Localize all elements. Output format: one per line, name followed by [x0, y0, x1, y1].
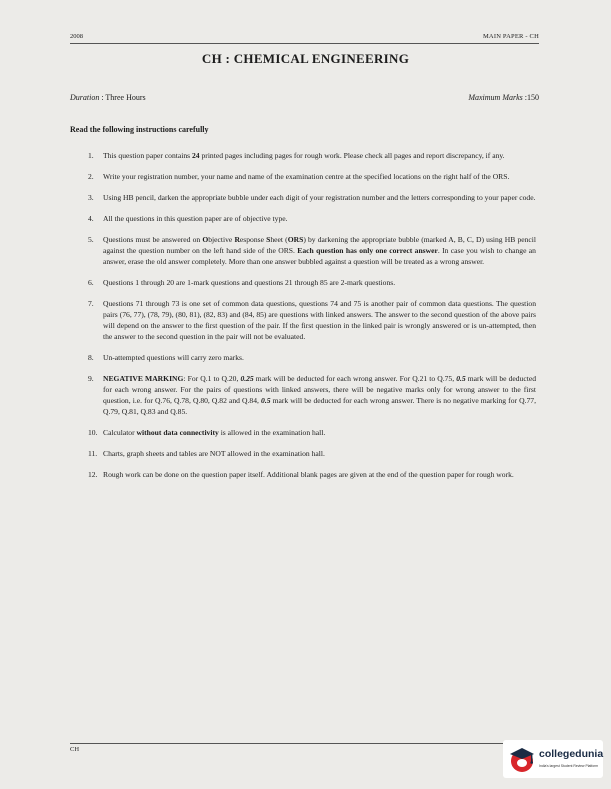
instruction-number: 9.: [88, 374, 94, 383]
instruction-text-run: Each question has only one correct answer: [297, 246, 438, 255]
header-year: 2008: [70, 33, 83, 40]
instruction-text-run: Write your registration number, your name and name of the examination centre at the specified locations on the right half of the ORS.: [103, 172, 510, 181]
instruction-item: [88, 277, 536, 288]
instruction-number: 11.: [88, 449, 98, 458]
instruction-text: [103, 298, 536, 342]
instruction-text-run: printed pages including pages for rough work. Please check all pages and report discrepancy, if any.: [199, 151, 505, 160]
instruction-text-run: 0.5: [456, 374, 466, 383]
max-marks-label: Maximum Marks: [468, 93, 523, 102]
instruction-text-run: This question paper contains: [103, 151, 192, 160]
instruction-text: [103, 373, 536, 417]
page-title: CH : CHEMICAL ENGINEERING: [201, 51, 410, 66]
instruction-text-run: O: [202, 235, 209, 244]
instructions-list: [88, 150, 536, 490]
instruction-text-run: 0.25: [240, 374, 254, 383]
instruction-text-run: mark will be deducted for each wrong answer. For Q.21 to Q.75,: [253, 374, 457, 383]
instruction-text-run: : For Q.1 to Q.20,: [183, 374, 241, 383]
instruction-text-run: esponse: [239, 235, 267, 244]
instruction-text: [103, 192, 536, 203]
watermark-tagline: India's largest Student Review Platform: [539, 764, 599, 768]
instruction-number: 12.: [88, 470, 98, 479]
instruction-text-run: Calculator: [103, 428, 137, 437]
collegedunia-watermark: [503, 740, 603, 778]
instruction-text-run: Charts, graph sheets and tables are NOT allowed in the examination hall.: [103, 449, 325, 458]
instruction-text: [103, 277, 536, 288]
instruction-text-run: Questions 71 through 73 is one set of common data questions, questions 74 and 75 is another pair of common data questions. The question pairs (76, 77), (78, 79), (80, 81), (82, 83) and (84, 85) are questions with linked answers. The answer to the second question of the above pairs will depend on the answer to the first question of the pair. If the first question in the linked pair is wrongly answered or is un-attempted, then the answer to the second question in the pair will not be evaluated.: [103, 299, 536, 341]
instruction-text-run: S: [266, 235, 271, 244]
instruction-text: [103, 171, 536, 182]
instruction-text-run: Questions must be answered on: [103, 235, 203, 244]
max-marks: [468, 93, 539, 102]
instruction-text-run: . In case you wish to change an answer, erase the old answer completely. More than one answer bubbled against a question will be treated as a wrong answer.: [103, 246, 536, 266]
instruction-text: [103, 352, 536, 363]
instruction-item: [88, 150, 536, 161]
instruction-number: 8.: [88, 353, 94, 362]
instruction-number: 10.: [88, 428, 98, 437]
instruction-text-run: 24: [192, 151, 200, 160]
instruction-text-run: All the questions in this question paper are of objective type.: [103, 214, 288, 223]
instruction-text-run: 0.5: [261, 396, 271, 405]
instruction-number: 2.: [88, 172, 94, 181]
instruction-item: [88, 352, 536, 363]
instruction-text-run: Rough work can be done on the question paper itself. Additional blank pages are given at the end of the question paper for rough work.: [103, 470, 514, 479]
instructions-heading: Read the following instructions carefully: [70, 125, 209, 134]
duration: [70, 93, 146, 102]
instruction-text-run: mark will be deducted for each wrong answer. There is no negative marking for Q.77, Q.79, Q.81, Q.83 and Q.85.: [103, 396, 536, 416]
instruction-number: 7.: [88, 299, 94, 308]
instruction-text-run: mark will be deducted for each wrong answer. For the pairs of questions with linked answers, there will be negative marks only for wrong answer to the first question, i.e. for Q.76, Q.78, Q.80, Q.82 and Q.84,: [103, 374, 536, 405]
instruction-number: 6.: [88, 278, 94, 287]
instruction-text: [103, 469, 536, 480]
instruction-text-run: heet (: [270, 235, 288, 244]
instruction-item: [88, 469, 536, 480]
instruction-item: [88, 427, 536, 438]
instruction-number: 4.: [88, 214, 94, 223]
instruction-item: [88, 234, 536, 267]
instruction-text-run: without data connectivity: [136, 428, 219, 437]
instruction-text-run: bjective: [208, 235, 235, 244]
duration-value: : Three Hours: [101, 93, 146, 102]
header-rule: [70, 43, 539, 44]
footer-rule: [70, 743, 539, 744]
instruction-text-run: NEGATIVE MARKING: [103, 374, 184, 383]
instruction-item: [88, 373, 536, 417]
instruction-item: [88, 192, 536, 203]
watermark-name: collegedunia: [539, 748, 604, 760]
instruction-item: [88, 213, 536, 224]
instruction-text-run: R: [234, 235, 240, 244]
instruction-text: [103, 427, 536, 438]
instruction-item: [88, 171, 536, 182]
instruction-number: 5.: [88, 235, 94, 244]
instruction-number: 1.: [88, 151, 94, 160]
instruction-text-run: ORS: [287, 235, 304, 244]
duration-label: Duration: [70, 93, 100, 102]
instruction-item: [88, 448, 536, 459]
instruction-text-run: Using HB pencil, darken the appropriate bubble under each digit of your registration number and the letters corresponding to your paper code.: [103, 193, 536, 202]
instruction-text: [103, 213, 536, 224]
instruction-text: [103, 150, 536, 161]
graduate-cap-logo-icon: [507, 744, 537, 774]
instruction-item: [88, 298, 536, 342]
instruction-text: [103, 448, 536, 459]
instruction-text-run: Questions 1 through 20 are 1-mark questions and questions 21 through 85 are 2-mark questions.: [103, 278, 396, 287]
header-paper-code: MAIN PAPER - CH: [482, 33, 539, 40]
instruction-number: 3.: [88, 193, 94, 202]
instruction-text-run: Un-attempted questions will carry zero marks.: [103, 353, 244, 362]
footer-code: CH: [70, 746, 80, 753]
max-marks-value: :150: [524, 93, 539, 102]
instruction-text-run: ) by darkening the appropriate bubble (marked A, B, C, D) using HB pencil against the question number on the left hand side of the ORS.: [103, 235, 537, 255]
instruction-text: [103, 234, 536, 267]
instruction-text-run: is allowed in the examination hall.: [218, 428, 326, 437]
